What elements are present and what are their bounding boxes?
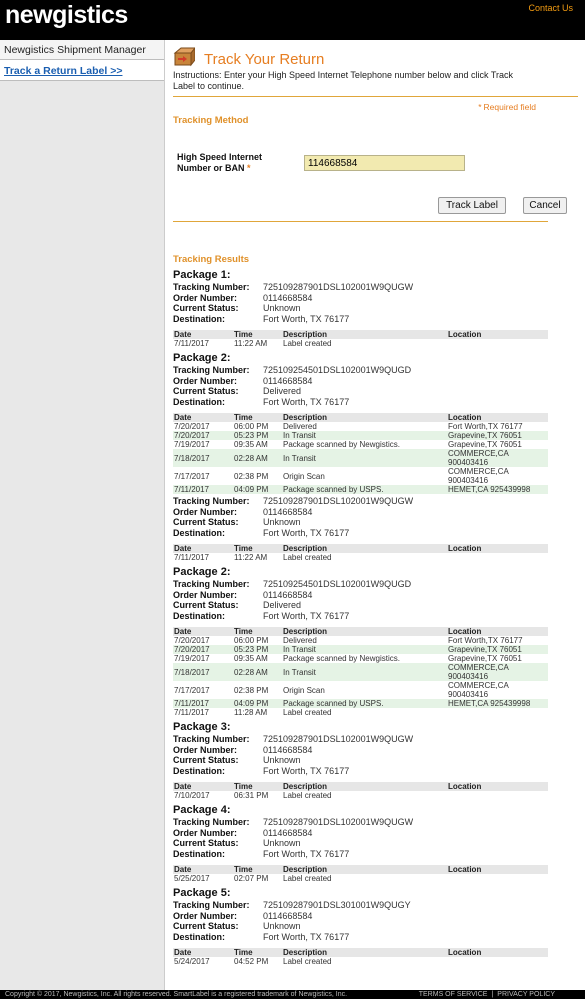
event-location-line: 900403416	[448, 672, 489, 681]
package-block	[173, 566, 548, 717]
destination-label: Destination:	[173, 848, 226, 859]
event-description: In Transit	[282, 431, 447, 440]
table-row	[173, 699, 548, 708]
tracking-events-table	[173, 330, 548, 348]
tracking-events-table	[173, 413, 548, 494]
event-location-line: 900403416	[448, 690, 489, 699]
current-status-value: Unknown	[263, 517, 301, 527]
location-column-header: Location	[447, 865, 548, 874]
ban-input[interactable]	[304, 155, 465, 171]
event-date: 5/24/2017	[174, 957, 210, 966]
order-number-label: Order Number:	[173, 506, 238, 517]
current-status-value: Delivered	[263, 386, 302, 396]
event-date: 7/11/2017	[174, 339, 209, 348]
table-row	[173, 874, 548, 883]
package-title: Package 3:	[173, 721, 231, 733]
package-block	[173, 269, 548, 348]
order-number-value: 0114668584	[263, 506, 313, 517]
event-time: 02:38 PM	[234, 685, 269, 695]
event-time: 11:22 AM	[234, 553, 268, 562]
current-status-label: Current Status:	[173, 600, 239, 610]
table-header-row	[173, 330, 548, 339]
sidebar-item-track-return-label[interactable]: Track a Return Label >>	[0, 60, 164, 81]
copyright-text: Copyright © 2017, Newgistics, Inc. All rights reserved. SmartLabel is a registered trademark of Newgistics, Inc.	[5, 991, 348, 998]
event-date: 7/11/2017	[174, 553, 209, 562]
table-row	[173, 636, 548, 645]
package-destination-row	[173, 528, 548, 539]
event-location-line: HEMET,CA 925439998	[448, 485, 531, 494]
table-row	[173, 645, 548, 654]
table-row	[173, 422, 548, 431]
tracking-number-value: 725109287901DSL301001W9QUGY	[263, 900, 411, 910]
event-description: Label created	[283, 708, 332, 717]
event-location-line: 900403416	[448, 458, 489, 467]
ban-field-label	[177, 152, 287, 174]
event-date: 7/20/2017	[173, 431, 233, 440]
table-header-row	[173, 865, 548, 874]
divider	[173, 96, 578, 97]
required-note-text: Required field	[483, 102, 536, 112]
table-row	[173, 654, 548, 663]
event-description: Delivered	[283, 422, 317, 431]
event-description: Label created	[283, 957, 332, 966]
event-time: 04:09 PM	[233, 699, 282, 708]
sidebar	[0, 40, 165, 990]
package-tracking-number-row	[173, 496, 548, 507]
event-location-line: Grapevine,TX 76051	[448, 654, 522, 663]
event-time: 02:28 AM	[233, 663, 282, 681]
destination-label: Destination:	[173, 313, 226, 324]
destination-label: Destination:	[173, 765, 226, 776]
package-title: Package 2:	[173, 352, 231, 364]
event-location	[447, 449, 548, 467]
package-tracking-number-row	[173, 900, 548, 911]
package-order-number-row	[173, 911, 548, 922]
destination-value: Fort Worth, TX 76177	[263, 765, 350, 776]
event-time: 02:07 PM	[234, 874, 269, 883]
event-location-line: Grapevine,TX 76051	[448, 440, 522, 449]
event-date: 7/18/2017	[173, 663, 233, 681]
destination-label: Destination:	[173, 931, 226, 942]
cancel-button[interactable]: Cancel	[523, 197, 567, 214]
package-title: Package 5:	[173, 887, 231, 899]
destination-label: Destination:	[173, 396, 226, 407]
location-column-header: Location	[447, 948, 548, 957]
event-location	[447, 791, 548, 800]
location-column-header: Location	[447, 627, 548, 636]
destination-value: Fort Worth, TX 76177	[263, 848, 350, 859]
order-number-value: 0114668584	[263, 910, 313, 921]
package-current-status-row	[173, 755, 548, 766]
description-column-header: Description	[282, 782, 447, 791]
form-buttons	[173, 192, 578, 222]
order-number-label: Order Number:	[173, 589, 238, 600]
current-status-label: Current Status:	[173, 755, 239, 765]
event-location	[447, 957, 548, 966]
event-location	[447, 440, 548, 449]
order-number-value: 0114668584	[263, 589, 313, 600]
package-block	[173, 352, 548, 494]
event-time: 04:52 PM	[234, 957, 269, 966]
description-column-header: Description	[282, 627, 447, 636]
event-description: Package scanned by Newgistics.	[283, 654, 400, 663]
date-column-header: Date	[173, 782, 233, 791]
tracking-number-label: Tracking Number:	[173, 496, 250, 506]
event-description: In Transit	[282, 663, 447, 681]
event-location-line: COMMERCE,CA	[448, 467, 509, 476]
event-description: Label created	[283, 791, 332, 800]
date-column-header: Date	[173, 948, 233, 957]
table-row	[173, 339, 548, 348]
time-column-header: Time	[233, 627, 282, 636]
contact-us-link[interactable]: Contact Us	[528, 3, 573, 13]
location-column-header: Location	[447, 782, 548, 791]
tracking-form	[173, 126, 578, 186]
event-location-line: Fort Worth,TX 76177	[448, 422, 523, 431]
package-icon	[173, 47, 195, 67]
current-status-value: Unknown	[263, 755, 301, 765]
event-location	[447, 431, 548, 440]
event-location	[447, 681, 548, 699]
event-description: Label created	[283, 874, 332, 883]
event-date: 7/20/2017	[174, 422, 210, 431]
footer	[0, 990, 585, 999]
package-order-number-row	[173, 590, 548, 601]
event-location-line: COMMERCE,CA	[448, 449, 509, 458]
order-number-value: 0114668584	[263, 827, 313, 838]
event-description: Package scanned by USPS.	[282, 699, 447, 708]
event-location-line: HEMET,CA 925439998	[448, 699, 531, 708]
tracking-events-table	[173, 948, 548, 966]
table-row	[173, 957, 548, 966]
package-tracking-number-row	[173, 734, 548, 745]
title-row	[173, 40, 578, 70]
package-title: Package 4:	[173, 804, 231, 816]
event-location	[447, 654, 548, 663]
order-number-value: 0114668584	[263, 744, 313, 755]
current-status-value: Unknown	[263, 838, 301, 848]
tracking-events-table	[173, 627, 548, 717]
event-location	[447, 339, 548, 348]
event-location	[447, 645, 548, 654]
event-date: 7/17/2017	[174, 685, 210, 695]
table-row	[173, 440, 548, 449]
destination-value: Fort Worth, TX 76177	[263, 610, 350, 621]
order-number-label: Order Number:	[173, 827, 238, 838]
package-tracking-number-row	[173, 282, 548, 293]
package-destination-row	[173, 849, 548, 860]
tracking-number-label: Tracking Number:	[173, 365, 250, 375]
footer-separator: |	[491, 991, 494, 998]
event-date: 5/25/2017	[174, 874, 210, 883]
event-time: 09:35 AM	[234, 654, 268, 663]
tracking-number-label: Tracking Number:	[173, 734, 250, 744]
event-time: 05:23 PM	[233, 645, 282, 654]
required-star: *	[247, 163, 251, 173]
tracking-events-table	[173, 782, 548, 800]
time-column-header: Time	[233, 330, 282, 339]
event-date: 7/20/2017	[173, 645, 233, 654]
date-column-header: Date	[173, 865, 233, 874]
order-number-value: 0114668584	[263, 375, 313, 386]
event-time: 06:31 PM	[234, 791, 269, 800]
event-location	[447, 708, 548, 717]
package-destination-row	[173, 932, 548, 943]
event-time: 11:22 AM	[234, 339, 268, 348]
tracking-number-value: 725109287901DSL102001W9QUGW	[263, 282, 414, 292]
event-time: 11:28 AM	[234, 708, 268, 717]
event-date: 7/11/2017	[173, 485, 233, 494]
event-date: 7/19/2017	[174, 654, 210, 663]
table-header-row	[173, 782, 548, 791]
package-current-status-row	[173, 386, 548, 397]
order-number-value: 0114668584	[263, 292, 313, 303]
table-row	[173, 485, 548, 494]
destination-value: Fort Worth, TX 76177	[263, 396, 350, 407]
table-row	[173, 708, 548, 717]
event-description: Origin Scan	[283, 471, 325, 481]
date-column-header: Date	[173, 330, 233, 339]
required-star: *	[478, 102, 482, 112]
event-location	[447, 467, 548, 485]
event-description: Package scanned by USPS.	[282, 485, 447, 494]
event-time: 02:28 AM	[233, 449, 282, 467]
event-location-line: Grapevine,TX 76051	[448, 645, 522, 654]
package-destination-row	[173, 766, 548, 777]
package-tracking-number-row	[173, 579, 548, 590]
package-order-number-row	[173, 293, 548, 304]
event-date: 7/20/2017	[174, 636, 210, 645]
package-block	[173, 496, 548, 562]
destination-value: Fort Worth, TX 76177	[263, 931, 350, 942]
event-description: Origin Scan	[283, 685, 325, 695]
event-time: 02:38 PM	[234, 471, 269, 481]
package-title: Package 2:	[173, 566, 231, 578]
current-status-label: Current Status:	[173, 303, 239, 313]
tracking-results-heading: Tracking Results	[173, 254, 250, 265]
event-description: In Transit	[282, 449, 447, 467]
location-column-header: Location	[447, 544, 548, 553]
tracking-number-value: 725109254501DSL102001W9QUGD	[263, 579, 412, 589]
package-block	[173, 804, 548, 883]
event-location-line: 900403416	[448, 476, 489, 485]
description-column-header: Description	[282, 948, 447, 957]
table-header-row	[173, 544, 548, 553]
tracking-events-table	[173, 544, 548, 562]
order-number-label: Order Number:	[173, 744, 238, 755]
tracking-number-value: 725109254501DSL102001W9QUGD	[263, 365, 412, 375]
event-location	[447, 636, 548, 645]
tracking-results	[173, 254, 548, 968]
main-content	[173, 40, 578, 222]
time-column-header: Time	[233, 544, 282, 553]
event-time: 09:35 AM	[234, 440, 268, 449]
table-row	[173, 553, 548, 562]
package-order-number-row	[173, 745, 548, 756]
event-location	[447, 874, 548, 883]
event-location	[447, 485, 548, 494]
event-date: 7/17/2017	[174, 471, 210, 481]
table-row	[173, 467, 548, 485]
current-status-label: Current Status:	[173, 386, 239, 396]
event-date: 7/11/2017	[173, 699, 233, 708]
time-column-header: Time	[233, 948, 282, 957]
package-current-status-row	[173, 517, 548, 528]
event-location-line: Fort Worth,TX 76177	[448, 636, 523, 645]
package-current-status-row	[173, 921, 548, 932]
footer-links	[417, 990, 557, 999]
package-block	[173, 721, 548, 800]
event-time: 05:23 PM	[233, 431, 282, 440]
package-tracking-number-row	[173, 365, 548, 376]
event-location	[447, 663, 548, 681]
destination-label: Destination:	[173, 527, 226, 538]
current-status-value: Delivered	[263, 600, 302, 610]
tracking-events-table	[173, 865, 548, 883]
tracking-number-label: Tracking Number:	[173, 817, 250, 827]
tracking-number-label: Tracking Number:	[173, 900, 250, 910]
destination-label: Destination:	[173, 610, 226, 621]
destination-value: Fort Worth, TX 76177	[263, 527, 350, 538]
table-header-row	[173, 948, 548, 957]
event-description: Package scanned by Newgistics.	[283, 440, 400, 449]
tracking-method-heading: Tracking Method	[173, 115, 249, 126]
tracking-number-label: Tracking Number:	[173, 579, 250, 589]
logo-text: newgistics	[5, 1, 128, 29]
page-title: Track Your Return	[204, 51, 325, 68]
newgistics-logo[interactable]	[5, 1, 128, 30]
description-column-header: Description	[282, 330, 447, 339]
description-column-header: Description	[282, 865, 447, 874]
instructions-text: Instructions: Enter your High Speed Internet Telephone number below and click Track Label to continue.	[173, 70, 514, 91]
event-time: 04:09 PM	[233, 485, 282, 494]
ban-label-text: High Speed Internet Number or BAN	[177, 152, 263, 173]
terms-of-service-link[interactable]: TERMS OF SERVICE	[418, 991, 488, 998]
table-header-row	[173, 413, 548, 422]
event-location-line: Grapevine,TX 76051	[448, 431, 522, 440]
table-row	[173, 681, 548, 699]
date-column-header: Date	[173, 544, 233, 553]
event-time: 06:00 PM	[234, 636, 269, 645]
package-order-number-row	[173, 507, 548, 518]
time-column-header: Time	[233, 865, 282, 874]
package-order-number-row	[173, 376, 548, 387]
event-date: 7/19/2017	[174, 440, 210, 449]
package-destination-row	[173, 611, 548, 622]
event-location	[447, 699, 548, 708]
order-number-label: Order Number:	[173, 375, 238, 386]
date-column-header: Date	[173, 627, 233, 636]
current-status-label: Current Status:	[173, 921, 239, 931]
tracking-number-value: 725109287901DSL102001W9QUGW	[263, 734, 414, 744]
top-header	[0, 0, 585, 40]
location-column-header: Location	[447, 330, 548, 339]
order-number-label: Order Number:	[173, 910, 238, 921]
event-date: 7/11/2017	[174, 708, 209, 717]
event-date: 7/18/2017	[173, 449, 233, 467]
current-status-label: Current Status:	[173, 838, 239, 848]
privacy-policy-link[interactable]: PRIVACY POLICY	[497, 991, 555, 998]
tracking-number-value: 725109287901DSL102001W9QUGW	[263, 496, 414, 506]
package-current-status-row	[173, 303, 548, 314]
package-order-number-row	[173, 828, 548, 839]
event-time: 06:00 PM	[234, 422, 269, 431]
tracking-number-value: 725109287901DSL102001W9QUGW	[263, 817, 414, 827]
package-list	[173, 269, 548, 966]
time-column-header: Time	[233, 413, 282, 422]
table-row	[173, 431, 548, 440]
package-title: Package 1:	[173, 269, 231, 281]
package-block	[173, 887, 548, 966]
table-row	[173, 663, 548, 681]
event-location	[447, 553, 548, 562]
event-date: 7/10/2017	[174, 791, 210, 800]
event-location-line: COMMERCE,CA	[448, 663, 509, 672]
package-current-status-row	[173, 838, 548, 849]
package-current-status-row	[173, 600, 548, 611]
date-column-header: Date	[173, 413, 233, 422]
required-field-note	[173, 100, 578, 114]
time-column-header: Time	[233, 782, 282, 791]
package-tracking-number-row	[173, 817, 548, 828]
event-description: Label created	[283, 553, 332, 562]
event-location-line: COMMERCE,CA	[448, 681, 509, 690]
location-column-header: Location	[447, 413, 548, 422]
event-description: In Transit	[282, 645, 447, 654]
tracking-number-label: Tracking Number:	[173, 282, 250, 292]
destination-value: Fort Worth, TX 76177	[263, 313, 350, 324]
sidebar-title: Newgistics Shipment Manager	[0, 40, 164, 60]
current-status-value: Unknown	[263, 921, 301, 931]
table-row	[173, 791, 548, 800]
event-location	[447, 422, 548, 431]
event-description: Label created	[283, 339, 332, 348]
current-status-label: Current Status:	[173, 517, 239, 527]
package-destination-row	[173, 314, 548, 325]
order-number-label: Order Number:	[173, 292, 238, 303]
current-status-value: Unknown	[263, 303, 301, 313]
description-column-header: Description	[282, 544, 447, 553]
description-column-header: Description	[282, 413, 447, 422]
package-destination-row	[173, 397, 548, 408]
table-header-row	[173, 627, 548, 636]
table-row	[173, 449, 548, 467]
event-description: Delivered	[283, 636, 317, 645]
track-label-button[interactable]: Track Label	[438, 197, 506, 214]
